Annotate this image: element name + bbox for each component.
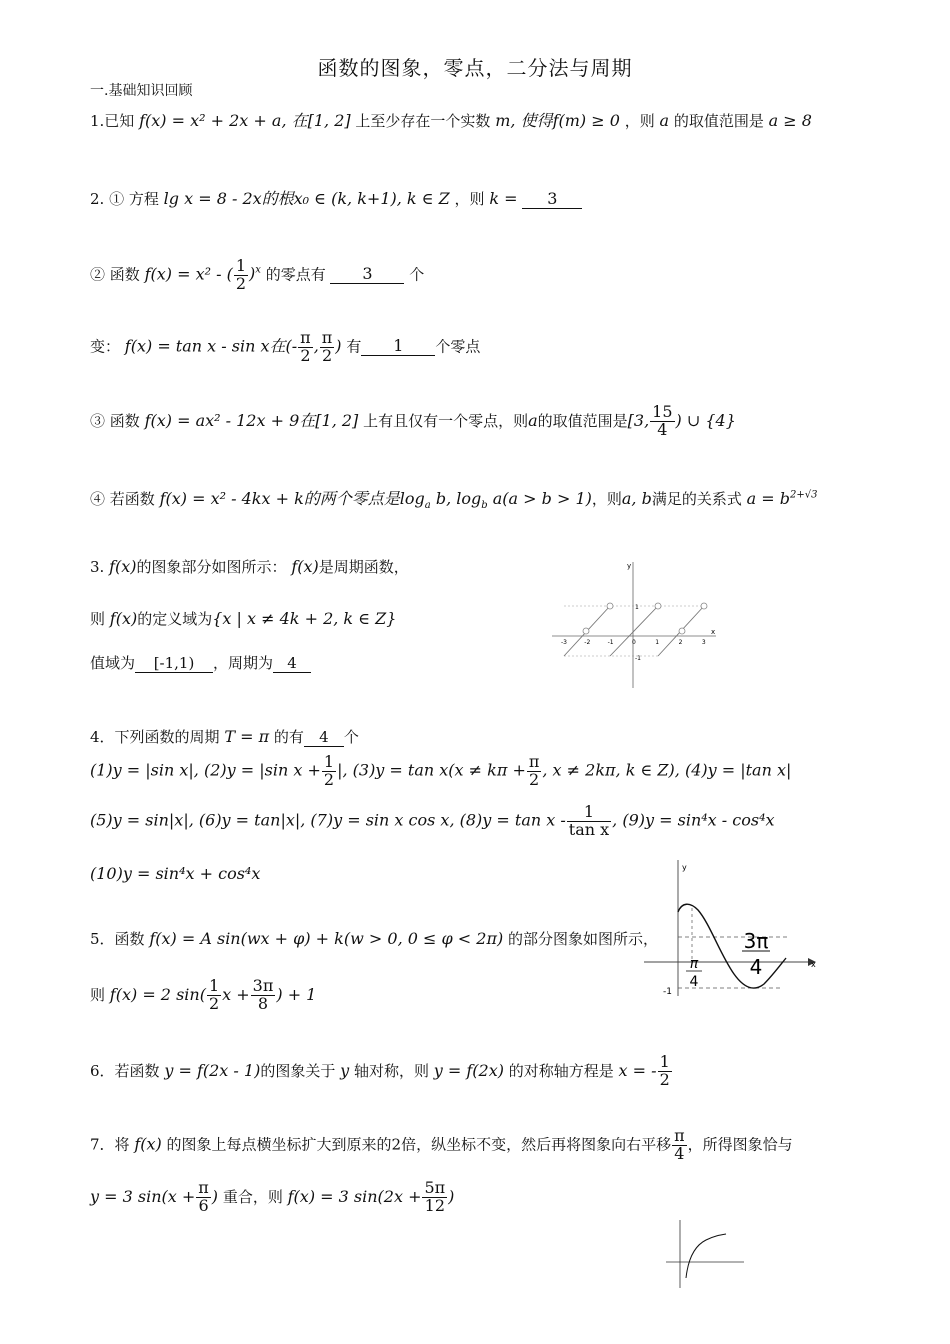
- question-3-domain: 则 f(x)的定义域为{x | x ≠ 4k + 2, k ∈ Z}: [90, 609, 397, 628]
- q3-open-point: [701, 603, 707, 609]
- question-4-line-3: (10)y = sin⁴x + cos⁴x: [90, 864, 261, 883]
- q3-open-point: [655, 603, 661, 609]
- question-5-answer: 则 f(x) = 2 sin( $\frac{1}{2}$ x + $\frac{3\pi}{8}$ ) + 1: [90, 976, 317, 1013]
- q1-answer: a ≥ 8: [768, 111, 812, 130]
- q5-x-label: x: [811, 960, 816, 969]
- page-title: 函数的图象，零点，二分法与周期: [317, 56, 633, 80]
- bottom-small-graph: [664, 1216, 750, 1290]
- q3-y-label: y: [627, 562, 632, 570]
- q3-tick-label: 3: [701, 639, 706, 646]
- q5-small-fraction-den: 4: [689, 974, 699, 990]
- q3-x-label: x: [711, 628, 716, 636]
- q3-open-point: [583, 628, 589, 634]
- q7-answer: f(x) = 3 sin(2x + $\frac{5\pi}{12}$ ): [287, 1178, 455, 1215]
- small-graph-curve: [686, 1234, 726, 1278]
- q6-answer: x = - $\frac{1}{2}$: [618, 1052, 670, 1089]
- q3-tick-label: -1: [607, 639, 614, 646]
- question-7: 7．将 f(x) 的图象上每点横坐标扩大到原来的2倍，纵坐标不变，然后再将图象向右平移 $\frac{\pi}{4}$ ，所得图象恰与: [90, 1126, 793, 1163]
- q4-answer: 4: [304, 728, 344, 747]
- q2d-answer: $a = b^{2+√3}$: [746, 489, 818, 508]
- q3-tick-label: 2: [678, 639, 683, 646]
- q3-segment-2: [607, 606, 658, 656]
- q3-period-answer: 4: [273, 654, 311, 673]
- q3-tick-labels: [561, 639, 706, 646]
- q3-y-bottom-label: -1: [635, 655, 641, 662]
- q5-graph: [640, 850, 820, 1000]
- question-5: 5．函数 f(x) = A sin(wx + φ) + k(w > 0, 0 ≤ φ < 2π) 的部分图象如图所示，: [90, 929, 659, 948]
- question-2b: ② 函数 f(x) = x² - ( $\frac{1}{2}$ )$^x$ 的零点有 3 个: [90, 256, 425, 293]
- question-4-line-1: (1)y = |sin x|, (2)y = |sin x + $\frac{1}{2}$ |, (3)y = tan x(x ≠ kπ + $\frac{\pi}{2}$ , x ≠ 2kπ, k ∈ Z), (4)y = |tan x|: [90, 752, 792, 789]
- question-2a: 2. ① 方程 lg x = 8 - 2x的根x₀ ∈ (k, k+1), k ∈ Z ，则 k = 3: [90, 186, 582, 209]
- q2b-answer: 3: [330, 264, 404, 284]
- q3-tick-label: -3: [561, 639, 567, 646]
- question-2-variant: 变： f(x) = tan x - sin x在(- $\frac{\pi}{2}$ , $\frac{\pi}{2}$ ) 有 1 个零点: [90, 328, 481, 365]
- question-2d: ④ 若函数 f(x) = x² - 4kx + k的两个零点是$\log_a b$, $\log_b a(a > b > 1)$，则a, b满足的关系式 $a = b^{2+√3}$: [90, 489, 818, 512]
- q5-small-fraction-num: π: [689, 956, 699, 972]
- question-7-line-2: y = 3 sin(x + $\frac{\pi}{6}$ ) 重合，则 f(x) = 3 sin(2x + $\frac{5\pi}{12}$ ): [90, 1178, 455, 1215]
- q3-open-point: [679, 628, 685, 634]
- question-3: 3. f(x)的图象部分如图所示： f(x)是周期函数，: [90, 557, 409, 576]
- question-6: 6．若函数 y = f(2x - 1)的图象关于 y 轴对称，则 y = f(2x) 的对称轴方程是 x = - $\frac{1}{2}$: [90, 1054, 673, 1089]
- question-1: 1.已知 f(x) = x² + 2x + a, 在[1, 2] 上至少存在一个实数 m, 使得f(m) ≥ 0 ，则 a 的取值范围是 a ≥ 8: [90, 111, 812, 130]
- q5-y-label: y: [682, 863, 687, 872]
- q3-graph: [548, 560, 728, 690]
- q3-tick-label: 1: [655, 639, 660, 646]
- question-2c: ③ 函数 f(x) = ax² - 12x + 9在[1, 2] 上有且仅有一个零点，则a的取值范围是[3, $\frac{15}{4}$ ) ∪ {4}: [90, 402, 736, 439]
- q2c-answer-interval: [3, $\frac{15}{4}$ ) ∪ {4}: [627, 402, 736, 439]
- question-3-range: 值域为 [-1,1) ，周期为 4: [90, 652, 311, 673]
- question-4: 4．下列函数的周期 T = π 的有 4 个: [90, 727, 359, 746]
- q2c-answer: 1: [361, 336, 435, 356]
- q5-big-fraction-den: 4: [749, 955, 763, 979]
- q2a-answer: 3: [522, 189, 582, 209]
- q3-tick-label: -2: [584, 639, 591, 646]
- q5-big-fraction-num: 3π: [743, 929, 769, 953]
- q3-y-top-label: 1: [635, 604, 639, 611]
- section-heading: 一.基础知识回顾: [90, 83, 193, 99]
- q5-low-label: -1: [663, 987, 672, 997]
- q3-open-point: [607, 603, 613, 609]
- q3-domain-answer: {x | x ≠ 4k + 2, k ∈ Z}: [212, 609, 397, 628]
- question-4-line-2: (5)y = sin|x|, (6)y = tan|x|, (7)y = sin x cos x, (8)y = tan x - $\frac{1}{\text{tan x}}$ , (9)y = sin⁴x - cos⁴x: [90, 802, 775, 839]
- q3-tick-label: 0: [631, 639, 636, 646]
- q3-range-answer: [-1,1): [135, 654, 213, 673]
